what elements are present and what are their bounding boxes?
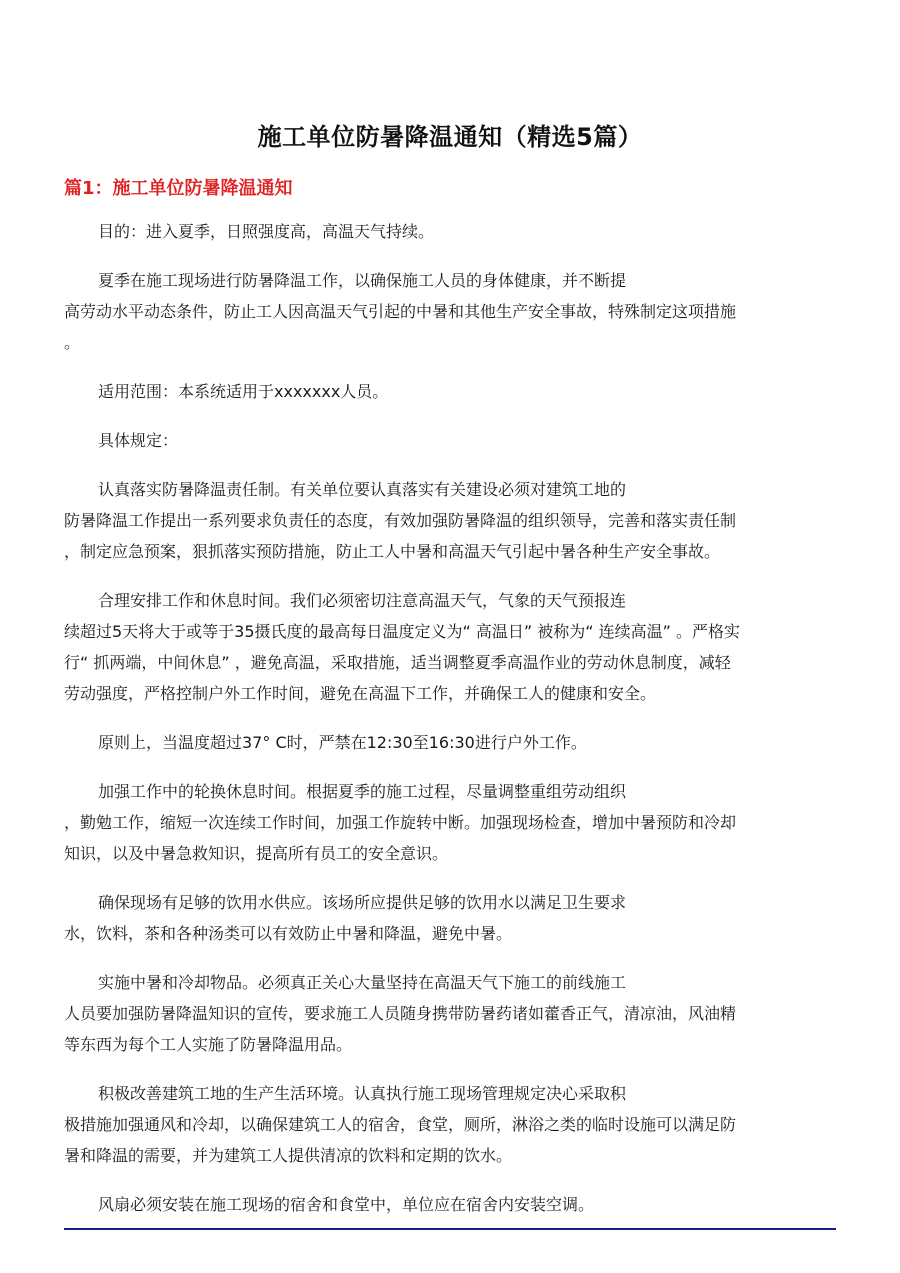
footer-divider [64,1228,836,1230]
body-paragraph [64,776,836,869]
body-paragraph [64,967,836,1060]
paragraph-line: 合理安排工作和休息时间。我们必须密切注意高温天气，气象的天气预报连 [98,591,627,610]
body-paragraph [64,376,836,407]
paragraph-line: 适用范围：本系统适用于xxxxxxx人员。 [98,382,389,401]
document-title: 施工单位防暑降温通知（精选5篇） [257,123,643,151]
paragraph-line: 行“ 抓两端，中间休息” ，避免高温，采取措施，适当调整夏季高温作业的劳动休息制度，减轻 [64,653,731,672]
paragraph-line: 确保现场有足够的饮用水供应。该场所应提供足够的饮用水以满足卫生要求 [98,893,627,912]
body-paragraph [64,1189,836,1220]
body-paragraph [64,265,836,358]
paragraph-line: 高劳动水平动态条件，防止工人因高温天气引起的中暑和其他生产安全事故，特殊制定这项措施 [64,302,737,321]
body-paragraph [64,1078,836,1171]
body-paragraph [64,216,836,247]
paragraph-line: 极措施加强通风和冷却，以确保建筑工人的宿舍，食堂，厕所，淋浴之类的临时设施可以满足防 [64,1115,737,1134]
paragraph-line: 防暑降温工作提出一系列要求负责任的态度，有效加强防暑降温的组织领导，完善和落实责任制 [64,511,737,530]
body-paragraph [64,727,836,758]
document-body [64,216,836,1238]
paragraph-line: 水，饮料，茶和各种汤类可以有效防止中暑和降温，避免中暑。 [64,924,513,943]
section-heading: 篇1：施工单位防暑降温通知 [64,178,293,199]
paragraph-line: 等东西为每个工人实施了防暑降温用品。 [64,1035,353,1054]
paragraph-line: 续超过5天将大于或等于35摄氏度的最高每日温度定义为“ 高温日” 被称为“ 连续高温” 。严格实 [64,622,741,641]
body-paragraph [64,887,836,949]
body-paragraph [64,425,836,456]
paragraph-line: 原则上，当温度超过37° C时，严禁在12:30至16:30进行户外工作。 [98,733,587,752]
paragraph-line: 目的：进入夏季，日照强度高，高温天气持续。 [98,222,435,241]
paragraph-line: 人员要加强防暑降温知识的宣传，要求施工人员随身携带防暑药诸如藿香正气，清凉油，风油精 [64,1004,737,1023]
paragraph-line: 夏季在施工现场进行防暑降温工作，以确保施工人员的身体健康，并不断提 [98,271,627,290]
paragraph-line: 具体规定： [98,431,179,450]
paragraph-line: 加强工作中的轮换休息时间。根据夏季的施工过程，尽量调整重组劳动组织 [98,782,627,801]
paragraph-line: 积极改善建筑工地的生产生活环境。认真执行施工现场管理规定决心采取积 [98,1084,627,1103]
paragraph-line: 认真落实防暑降温责任制。有关单位要认真落实有关建设必须对建筑工地的 [98,480,627,499]
paragraph-line: ，勤勉工作，缩短一次连续工作时间，加强工作旋转中断。加强现场检查，增加中暑预防和冷却 [64,813,737,832]
paragraph-line: 劳动强度，严格控制户外工作时间，避免在高温下工作，并确保工人的健康和安全。 [64,684,657,703]
paragraph-line: ，制定应急预案，狠抓落实预防措施，防止工人中暑和高温天气引起中暑各种生产安全事故。 [64,542,721,561]
paragraph-line: 风扇必须安装在施工现场的宿舍和食堂中，单位应在宿舍内安装空调。 [98,1195,595,1214]
paragraph-line: 暑和降温的需要，并为建筑工人提供清凉的饮料和定期的饮水。 [64,1146,513,1165]
paragraph-line: 实施中暑和冷却物品。必须真正关心大量坚持在高温天气下施工的前线施工 [98,973,627,992]
paragraph-line: 。 [64,333,81,352]
paragraph-line: 知识，以及中暑急救知识，提高所有员工的安全意识。 [64,844,449,863]
body-paragraph [64,474,836,567]
body-paragraph [64,585,836,709]
